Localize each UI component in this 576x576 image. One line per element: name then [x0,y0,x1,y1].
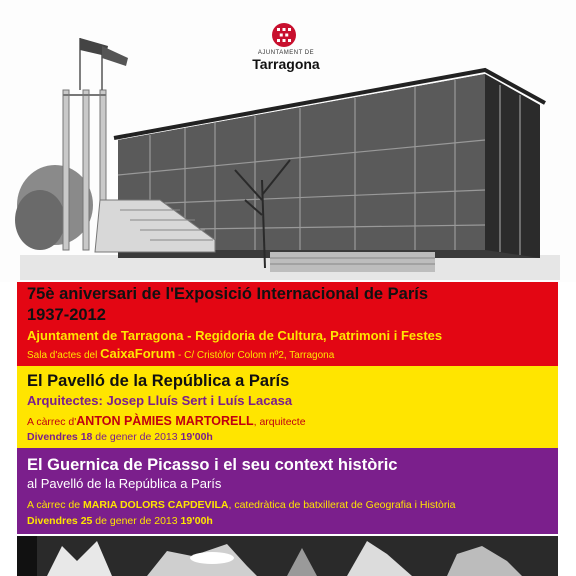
organizer: Ajuntament de Tarragona [27,328,184,343]
tarragona-logo-icon [271,22,297,48]
date-day: Divendres 18 [27,431,93,443]
speaker-prefix: A càrrec de [27,499,84,511]
guernica-image [17,536,558,576]
yellow-band [17,366,558,448]
talk2-date [27,515,213,527]
venue-name: CaixaForum [100,346,176,361]
logo-caption: AJUNTAMENT DE [257,50,315,56]
talk2-title: El Guernica de Picasso i el seu context històric [27,456,398,474]
red-band [17,282,558,366]
purple-band [17,448,558,534]
event-years: 1937-2012 [27,306,106,324]
talk1-date [27,431,213,443]
organizer-line [27,328,442,343]
department: Regidoria de Cultura, Patrimoni i Festes [195,328,443,343]
talk2-speaker [27,499,456,511]
speaker-role: , catedràtica de batxillerat de Geografia i Història [228,499,456,511]
talk1-title: El Pavelló de la República a París [27,372,290,390]
guernica-strip [17,536,558,576]
venue-prefix: Sala d'actes del [27,350,101,361]
speaker-prefix: A càrrec d' [27,416,77,428]
speaker-role: , arquitecte [253,416,306,428]
date-time: 19'00h [180,431,213,443]
date-time: 19'00h [180,515,213,527]
poster-header [0,0,576,282]
event-title: 75è aniversari de l'Exposició Internacional de París [27,285,429,303]
date-rest: de gener de 2013 [92,431,181,443]
speaker-name: ANTON PÀMIES MARTORELL [76,414,254,428]
logo-name: Tarragona [252,56,320,72]
talk1-architects: Arquitectes: Josep Lluís Sert i Luís Lacasa [27,393,293,408]
separator: - [183,328,196,343]
talk1-speaker [27,414,306,428]
talk2-subtitle: al Pavelló de la República a París [27,476,222,491]
date-rest: de gener de 2013 [92,515,181,527]
venue-address: - C/ Cristòfor Colom nº2, Tarragona [175,350,335,361]
date-day: Divendres 25 [27,515,93,527]
speaker-name: MARIA DOLORS CAPDEVILA [83,499,229,511]
venue-line [27,346,334,361]
